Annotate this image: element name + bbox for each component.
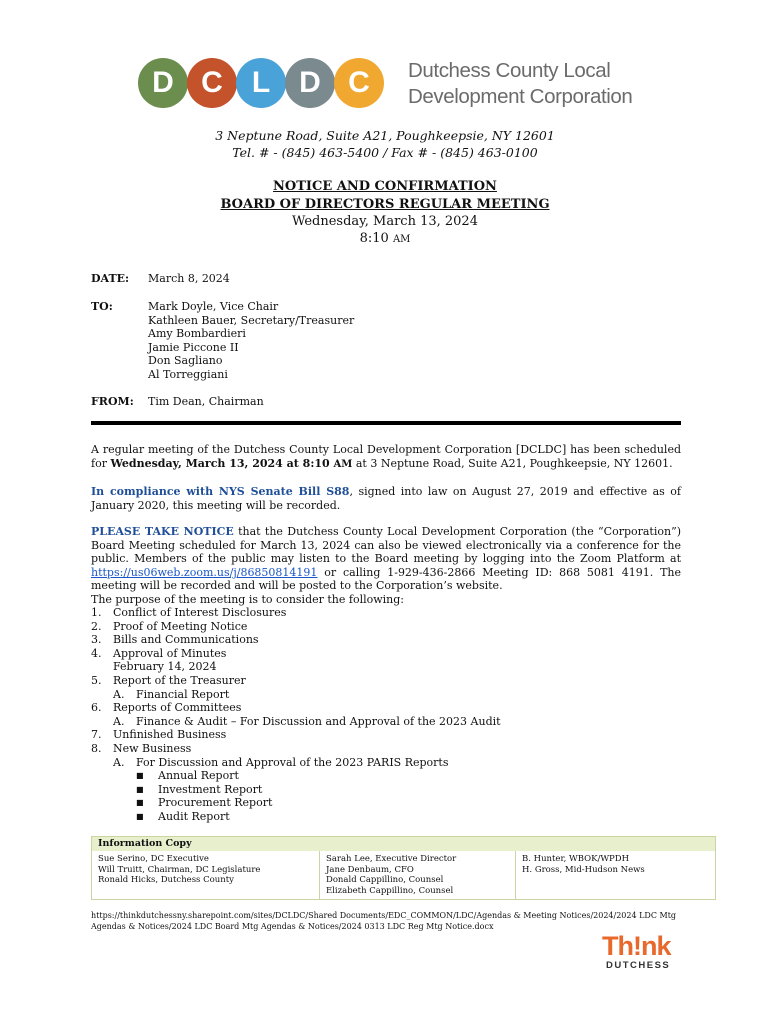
document-path-footer: https://thinkdutchessny.sharepoint.com/sites/DCLDC/Shared Documents/EDC_COMMON/LDC/Agendas & Meeting Notices/2024/2024 LDC Mtg Agendas & Notices/2024 LDC Board Mtg Agendas & Notices/2024 0313 LDC Reg Mtg Notice.docx bbox=[91, 911, 677, 931]
think-dutchess-logo bbox=[602, 932, 671, 971]
bullet-text: Procurement Report bbox=[158, 796, 273, 810]
copy-recipient: Donald Cappillino, Counsel bbox=[326, 875, 444, 885]
copy-recipient: Will Truitt, Chairman, DC Legislature bbox=[98, 864, 261, 875]
agenda-sub-text: Financial Report bbox=[136, 687, 230, 701]
agenda-list bbox=[91, 606, 681, 824]
agenda-num: 1. bbox=[91, 606, 102, 619]
bullet-text: Investment Report bbox=[158, 782, 263, 796]
address-line: 3 Neptune Road, Suite A21, Poughkeepsie, NY 12601 bbox=[215, 128, 555, 143]
agenda-text: Unfinished Business bbox=[113, 728, 227, 742]
agenda-num: 6. bbox=[91, 701, 102, 715]
meeting-time-value: 8:10 bbox=[359, 231, 389, 246]
bullet-icon: ■ bbox=[136, 784, 144, 794]
agenda-subitem bbox=[91, 688, 681, 702]
divider-rule bbox=[91, 421, 681, 425]
agenda-num: 3. bbox=[91, 633, 102, 647]
meeting-date: Wednesday, March 13, 2024 bbox=[292, 214, 478, 229]
logo-letter-l: L bbox=[236, 58, 286, 108]
information-copy-header: Information Copy bbox=[92, 837, 715, 851]
bullet-icon: ■ bbox=[136, 798, 144, 808]
agenda-bullet-item bbox=[91, 769, 681, 783]
agenda-text: Proof of Meeting Notice bbox=[113, 619, 248, 633]
meeting-title: BOARD OF DIRECTORS REGULAR MEETING bbox=[220, 197, 550, 212]
information-copy-box bbox=[91, 836, 716, 900]
logo-letter-c1: C bbox=[187, 58, 237, 108]
bullet-text: Audit Report bbox=[158, 809, 230, 823]
agenda-num: 7. bbox=[91, 728, 102, 742]
agenda-item bbox=[91, 633, 681, 647]
copy-recipient: Sue Serino, DC Executive bbox=[98, 854, 209, 864]
agenda-item bbox=[91, 742, 681, 756]
think-logo-text: Th!nk bbox=[602, 931, 671, 961]
agenda-item bbox=[91, 620, 681, 634]
date-value: March 8, 2024 bbox=[148, 272, 230, 285]
copy-recipient: Sarah Lee, Executive Director bbox=[326, 854, 457, 864]
p1-text: A regular meeting of the Dutchess County Local Development Corporation [DCLDC] has been scheduled for bbox=[91, 443, 681, 470]
p3-text-end: or calling 1-929-436-2866 Meeting ID: 868 5081 4191. The meeting will be recorded and will be posted to the Corporation’s website. bbox=[91, 565, 681, 593]
from-value: Tim Dean, Chairman bbox=[148, 395, 264, 408]
agenda-item bbox=[91, 728, 681, 742]
please-take-notice: PLEASE TAKE NOTICE bbox=[91, 525, 234, 538]
copy-column-1 bbox=[92, 851, 320, 899]
notice-title: NOTICE AND CONFIRMATION bbox=[273, 179, 497, 194]
dutchess-logo-text: DUTCHESS bbox=[606, 960, 671, 971]
recipient: Al Torreggiani bbox=[148, 367, 228, 381]
agenda-subitem bbox=[91, 715, 681, 729]
agenda-text: Reports of Committees bbox=[113, 701, 242, 715]
agenda-item bbox=[91, 674, 681, 688]
agenda-item bbox=[91, 647, 681, 661]
logo-letter-c2: C bbox=[334, 58, 384, 108]
recipient: Mark Doyle, Vice Chair bbox=[148, 300, 279, 313]
notice-paragraph bbox=[91, 525, 681, 593]
dcldc-logo bbox=[138, 57, 383, 109]
agenda-text: February 14, 2024 bbox=[113, 660, 217, 674]
to-label: TO: bbox=[91, 300, 113, 313]
agenda-sub-text: Finance & Audit – For Discussion and Approval of the 2023 Audit bbox=[136, 714, 501, 728]
recipient: Kathleen Bauer, Secretary/Treasurer bbox=[148, 313, 355, 327]
agenda-text: New Business bbox=[113, 741, 192, 755]
to-recipients bbox=[148, 300, 354, 382]
p1-bold-text: Wednesday, March 13, 2024 at 8:10 bbox=[110, 456, 334, 470]
agenda-bullet-item bbox=[91, 783, 681, 797]
p1-bold bbox=[110, 457, 352, 470]
agenda-num: 2. bbox=[91, 619, 102, 633]
copy-column-2 bbox=[320, 851, 516, 899]
copy-recipient: Elizabeth Cappillino, Counsel bbox=[326, 885, 454, 896]
agenda-subitem bbox=[91, 756, 681, 770]
agenda-item-continuation bbox=[91, 660, 681, 674]
meeting-time bbox=[0, 230, 770, 248]
copy-recipient: Jane Denbaum, CFO bbox=[326, 864, 414, 875]
copy-column-3 bbox=[516, 851, 708, 899]
meeting-time-ampm: AM bbox=[392, 234, 411, 245]
agenda-bullet-item bbox=[91, 810, 681, 824]
information-copy-body bbox=[92, 851, 715, 899]
p1-ampm: AM bbox=[333, 458, 353, 470]
agenda-sub-letter: A. bbox=[113, 755, 125, 769]
p1-text-end: at 3 Neptune Road, Suite A21, Poughkeepsie, NY 12601. bbox=[352, 456, 673, 470]
logo-letter-d1: D bbox=[138, 58, 188, 108]
senate-bill-reference: In compliance with NYS Senate Bill S88 bbox=[91, 485, 350, 498]
agenda-item bbox=[91, 701, 681, 715]
from-label: FROM: bbox=[91, 395, 134, 408]
bullet-icon: ■ bbox=[136, 811, 144, 821]
agenda-item bbox=[91, 606, 681, 620]
recipient: Amy Bombardieri bbox=[148, 327, 246, 341]
copy-recipient: H. Gross, Mid-Hudson News bbox=[522, 864, 645, 875]
logo-letter-d2: D bbox=[285, 58, 335, 108]
p3-text: that the Dutchess County Local Development Corporation (the “Corporation”) Board Meeting scheduled for March 13, 2024 can also be viewed electronically via a conference for the public. Members of the public may listen to the Board meeting by logging into the Zoom Platform at bbox=[91, 525, 681, 566]
p2-text: , signed into law on August 27, 2019 and effective as of January 2020, this meeting will be recorded. bbox=[91, 485, 681, 512]
copy-recipient: B. Hunter, WBOK/WPDH bbox=[522, 854, 629, 864]
agenda-bullet-item bbox=[91, 796, 681, 810]
recipient: Don Sagliano bbox=[148, 354, 223, 368]
agenda-sub-text: For Discussion and Approval of the 2023 PARIS Reports bbox=[136, 755, 449, 769]
phone-fax-line: Tel. # - (845) 463-5400 / Fax # - (845) 463-0100 bbox=[232, 145, 538, 160]
agenda-text: Conflict of Interest Disclosures bbox=[113, 606, 287, 619]
agenda-num: 4. bbox=[91, 646, 102, 660]
date-label: DATE: bbox=[91, 272, 130, 285]
agenda-num: 8. bbox=[91, 741, 102, 755]
org-name-line1: Dutchess County Local bbox=[408, 59, 611, 82]
org-name-line2: Development Corporation bbox=[408, 85, 633, 108]
agenda-text: Report of the Treasurer bbox=[113, 673, 246, 687]
agenda-text: Approval of Minutes bbox=[113, 646, 227, 660]
agenda-intro: The purpose of the meeting is to consider the following: bbox=[91, 593, 405, 606]
copy-recipient: Ronald Hicks, Dutchess County bbox=[98, 875, 234, 885]
compliance-paragraph bbox=[91, 485, 681, 512]
agenda-text: Bills and Communications bbox=[113, 633, 259, 647]
agenda-num: 5. bbox=[91, 673, 102, 687]
bullet-text: Annual Report bbox=[158, 769, 239, 783]
zoom-link[interactable]: https://us06web.zoom.us/j/86850814191 bbox=[91, 565, 318, 579]
agenda-sub-letter: A. bbox=[113, 687, 125, 701]
organization-name bbox=[408, 58, 632, 110]
meeting-paragraph bbox=[91, 443, 681, 471]
bullet-icon: ■ bbox=[136, 771, 144, 781]
agenda-sub-letter: A. bbox=[113, 714, 125, 728]
recipient: Jamie Piccone II bbox=[148, 340, 239, 354]
